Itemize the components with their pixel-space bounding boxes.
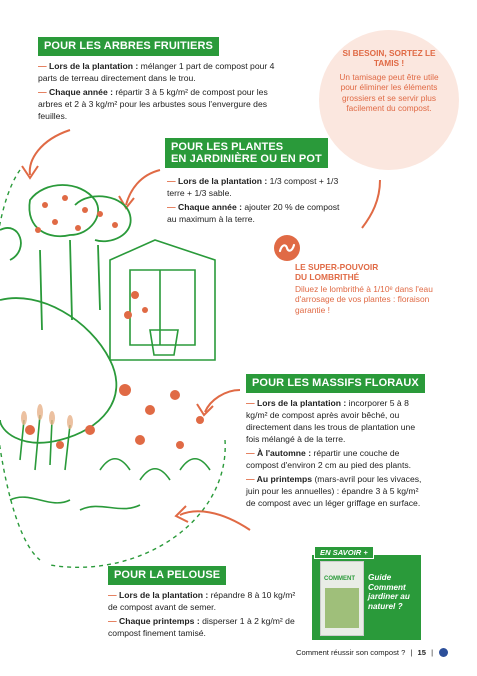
en-savoir-plus-tag: EN SAVOIR + [314, 546, 374, 559]
worm-icon [273, 234, 301, 262]
arbres-fruitiers-heading: POUR LES ARBRES FRUITIERS [38, 37, 219, 56]
pelouse-heading: POUR LA PELOUSE [108, 566, 226, 585]
massifs-floraux-text: — Lors de la plantation : incorporer 5 à 8 kg/m² de compost après avoir bêché, ou directement dans les trous de plantation une fois mélangé à de la terre. — À l'automne : répartir une couche de compost d'environ 2 cm au pied des plants. — Au printemps (mars-avril pour les vivaces, juin pour les annuelles) : épandre 3 à 5 kg/m² de compost avec un léger griffage en surface. [246, 398, 422, 508]
guide-title: Guide Comment jardiner au naturel ? [368, 573, 410, 611]
pelouse-text: — Lors de la plantation : répandre 8 à 10 kg/m² de compost avant de semer. — Chaque printemps : disperser 1 à 2 kg/m² de compost finement tamisé. [108, 590, 296, 638]
page-marker-dot [439, 648, 448, 657]
lombrithe-tip [291, 232, 466, 332]
tamis-tip-body: Un tamisage peut être utile pour éliminer les éléments grossiers et se servir plus facilement du compost. [339, 72, 439, 114]
guide-cover-image: COMMENT [320, 561, 364, 636]
guide-booklet[interactable] [312, 555, 421, 640]
lombrithe-body: Diluez le lombrithé à 1/10ᵉ dans l'eau d'arrosage de vos plantes : floraison garantie ! [295, 284, 433, 315]
page-number: 15 [417, 648, 426, 657]
page-footer: Comment réussir son compost ? | 15 | [296, 648, 434, 657]
tamis-tip-title: SI BESOIN, SORTEZ LE TAMIS ! [342, 48, 436, 69]
arbres-fruitiers-text: — Lors de la plantation : mélanger 1 part de compost pour 4 parts de terreau directement dans le trou. — Chaque année : répartir 3 à 5 kg/m² de compost pour les arbres et 2 à 3 kg/m² pour les arbustes sous l'envergure des feuilles. [38, 61, 275, 121]
plantes-pot-heading: POUR LES PLANTES EN JARDINIÈRE OU EN POT [165, 138, 328, 168]
lombrithe-title: LE SUPER-POUVOIR DU LOMBRITHÉ [295, 262, 379, 283]
plantes-pot-text: — Lors de la plantation : 1/3 compost + 1/3 terre + 1/3 sable. — Chaque année : ajouter 20 % de compost au maximum à la terre. [167, 176, 340, 224]
massifs-floraux-heading: POUR LES MASSIFS FLORAUX [246, 374, 425, 393]
tamis-tip [319, 30, 459, 170]
